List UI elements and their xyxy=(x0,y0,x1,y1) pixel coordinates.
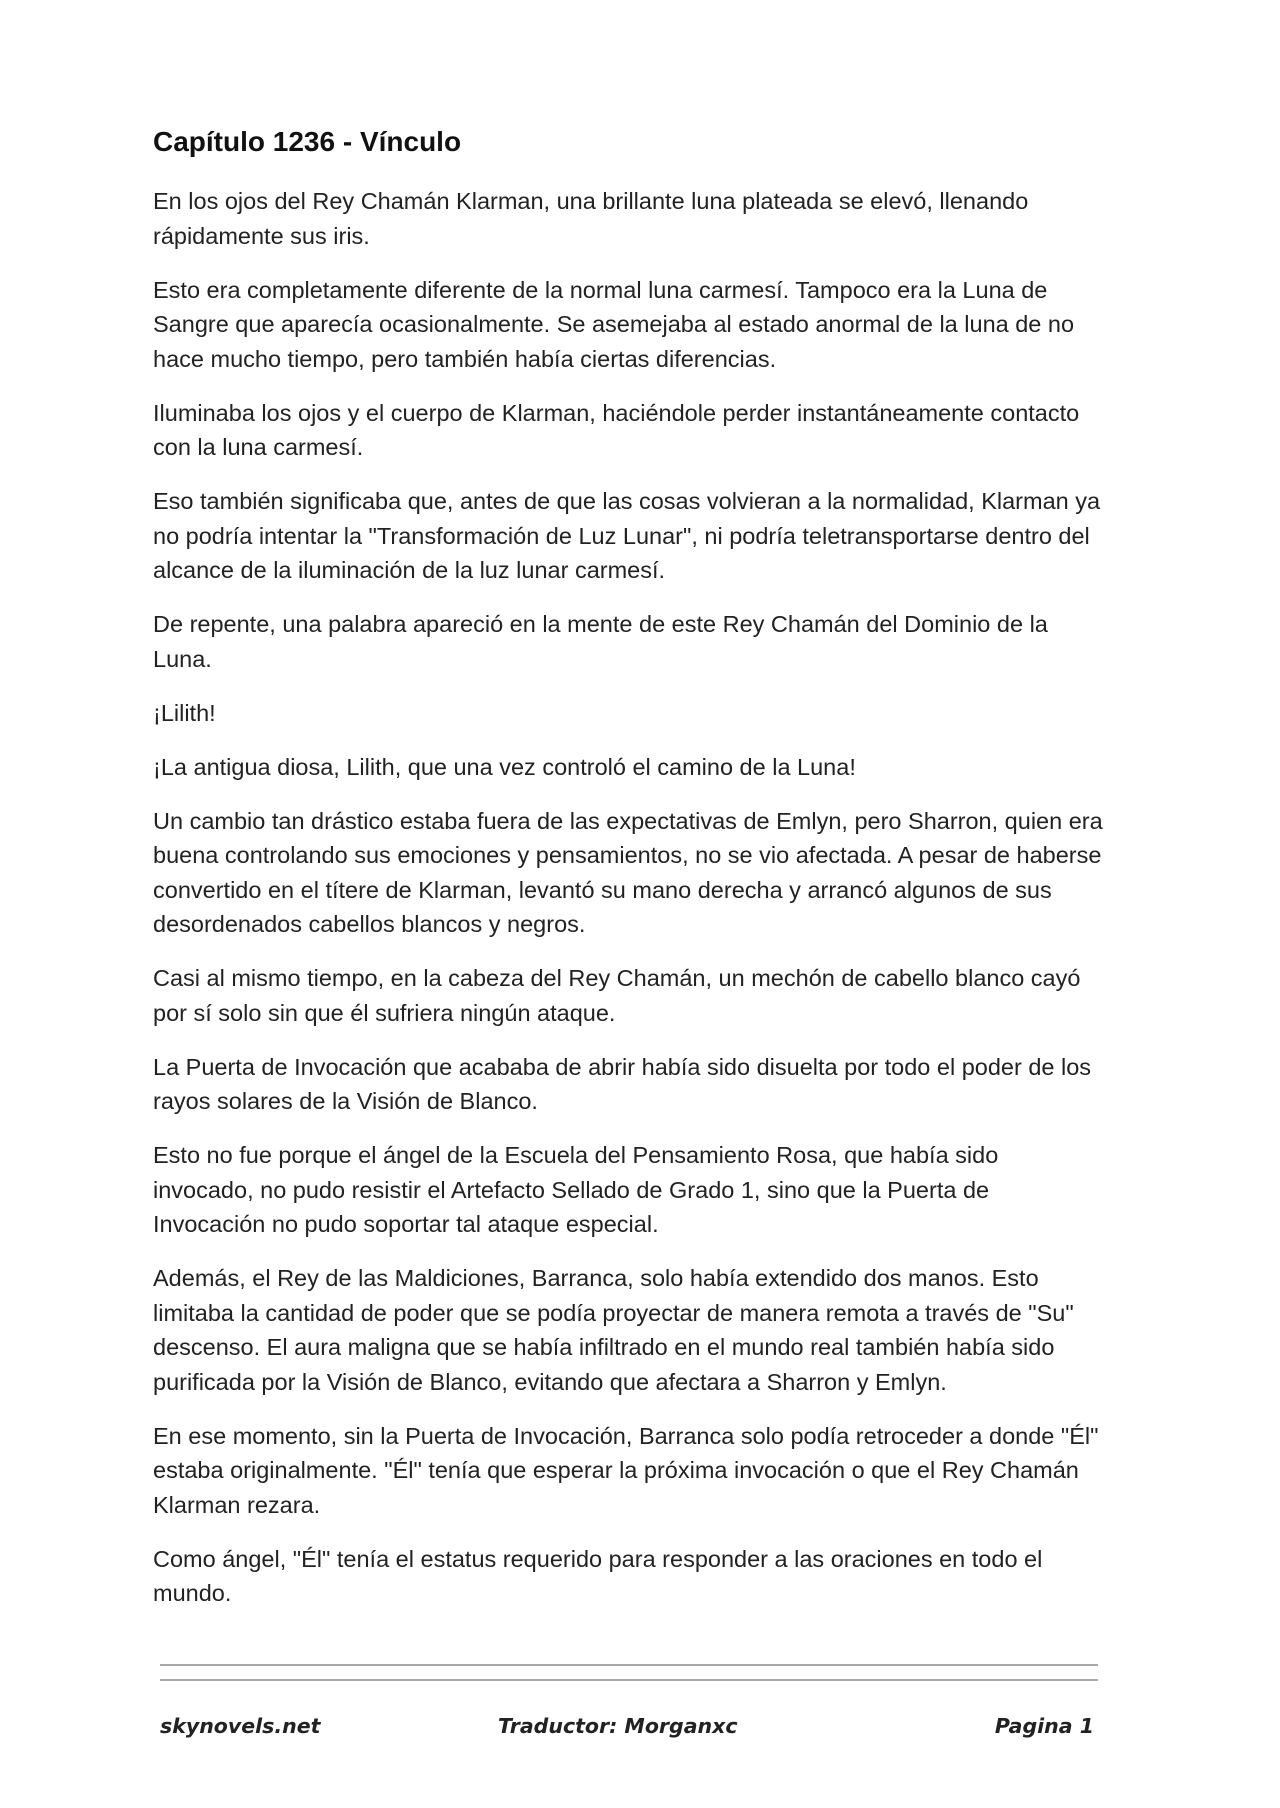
paragraph: En ese momento, sin la Puerta de Invocación, Barranca solo podía retroceder a donde "Él" estaba originalmente. "Él" tenía que esperar la próxima invocación o que el Rey Chamán Klarman rezara. xyxy=(153,1422,1099,1518)
paragraph: Un cambio tan drástico estaba fuera de las expectativas de Emlyn, pero Sharron, quien era buena controlando sus emociones y pensamientos, no se vio afectada. A pesar de haberse convertido en el títere de Klarman, levantó su mano derecha y arrancó algunos de sus desordenados cabellos blancos y negros. xyxy=(153,807,1103,937)
paragraph: De repente, una palabra apareció en la mente de este Rey Chamán del Dominio de la Luna. xyxy=(153,611,1048,672)
paragraph: Iluminaba los ojos y el cuerpo de Klarman, haciéndole perder instantáneamente contacto con la luna carmesí. xyxy=(153,399,1080,460)
paragraph: ¡Lilith! xyxy=(153,699,216,726)
paragraph: En los ojos del Rey Chamán Klarman, una brillante luna plateada se elevó, llenando rápidamente sus iris. xyxy=(153,188,1029,249)
paragraph: La Puerta de Invocación que acababa de abrir había sido disuelta por todo el poder de los rayos solares de la Visión de Blanco. xyxy=(153,1053,1092,1114)
footer-page-number: Pagina 1 xyxy=(994,1714,1094,1738)
page-footer xyxy=(160,1708,1098,1748)
paragraph: Esto era completamente diferente de la normal luna carmesí. Tampoco era la Luna de Sangre que aparecía ocasionalmente. Se asemejaba al estado anormal de la luna de no hace mucho tiempo, pero también había ciertas diferencias. xyxy=(153,276,1075,372)
paragraph: Como ángel, "Él" tenía el estatus requerido para responder a las oraciones en todo el mundo. xyxy=(153,1545,1043,1606)
paragraph: Casi al mismo tiempo, en la cabeza del Rey Chamán, un mechón de cabello blanco cayó por sí solo sin que él sufriera ningún ataque. xyxy=(153,965,1081,1026)
document-page xyxy=(153,118,1103,1630)
footer-translator: Traductor: Morganxc xyxy=(498,1714,738,1738)
paragraph: ¡La antigua diosa, Lilith, que una vez controló el camino de la Luna! xyxy=(153,753,856,780)
footer-divider-bottom xyxy=(160,1679,1098,1681)
footer-divider-top xyxy=(160,1664,1098,1666)
chapter-title: Capítulo 1236 - Vínculo xyxy=(153,126,462,157)
paragraph: Esto no fue porque el ángel de la Escuela del Pensamiento Rosa, que había sido invocado, no pudo resistir el Artefacto Sellado de Grado 1, sino que la Puerta de Invocación no pudo soportar tal ataque especial. xyxy=(153,1142,999,1237)
paragraph: Eso también significaba que, antes de que las cosas volvieran a la normalidad, Klarman ya no podría intentar la "Transformación de Luz Lunar", ni podría teletransportarse dentro del alcance de la iluminación de la luz lunar carmesí. xyxy=(153,488,1101,583)
paragraph: Además, el Rey de las Maldiciones, Barranca, solo había extendido dos manos. Esto limitaba la cantidad de poder que se podía proyectar de manera remota a través de "Su" descenso. El aura maligna que se había infiltrado en el mundo real también había sido purificada por la Visión de Blanco, evitando que afectara a Sharron y Emlyn. xyxy=(153,1265,1074,1395)
footer-site: skynovels.net xyxy=(160,1714,321,1738)
